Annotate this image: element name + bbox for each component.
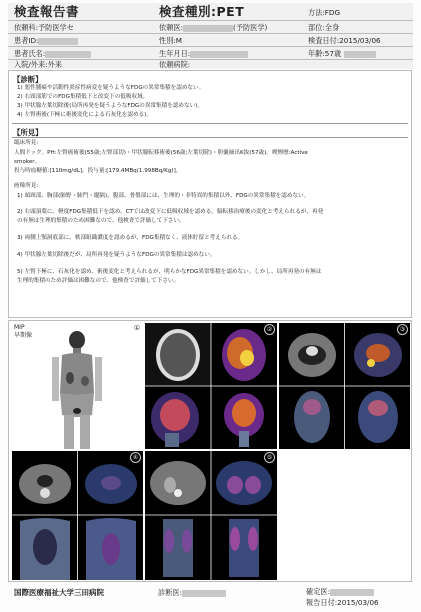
- redacted-name: [183, 25, 233, 32]
- thyroid-pet-ct-panel: [12, 451, 143, 580]
- kidney-pet-ct-panel: [145, 451, 277, 580]
- header-divider: [8, 20, 413, 21]
- redacted-name: [45, 51, 91, 58]
- diagnosis-line: 1) 悪性腫瘍や活動性炎症性病変を疑うようなFDGの異常集積を認めない。: [17, 85, 205, 91]
- report-title: 検査報告書: [14, 4, 80, 19]
- redacted-birthdate: [190, 51, 248, 58]
- finding-paragraph: 5) 左腎下極に、石灰化を認め、術後変化と考えられるが、明らかなFDG異常集積を認めない。しかし、局所再発の有無は: [17, 269, 322, 275]
- report-footer: [8, 584, 412, 610]
- image-findings-label: 画像所見:: [14, 183, 39, 189]
- header-divider: [8, 33, 413, 34]
- mip-body-image: [12, 323, 143, 449]
- diagnosis-line: 3) 甲状腺左葉切除後(局所再発を疑うようなFDGの異常集積を認めない)。: [17, 103, 203, 109]
- neck-scan-image: [279, 323, 410, 449]
- kidney-scan-image: [145, 451, 277, 580]
- image-area: [8, 320, 412, 582]
- clinical-history-label: 臨床所見:: [14, 140, 39, 146]
- inpatient-outpatient: 入院/外来:外来: [14, 60, 62, 69]
- patient-name: [14, 50, 91, 58]
- method: 方法:FDG: [308, 8, 341, 17]
- diagnostician: [158, 589, 226, 597]
- panel-number: ③: [397, 324, 408, 335]
- redacted-id: [38, 38, 78, 45]
- age: [308, 50, 376, 58]
- confirming-doctor: [306, 588, 374, 596]
- header-divider: [8, 59, 413, 60]
- panel-number: ②: [264, 324, 275, 335]
- birth-date-label: 生年月日:: [159, 49, 191, 58]
- sex: 性別:M: [159, 36, 182, 45]
- confirm-label: 確定医:: [306, 587, 330, 596]
- requesting-doctor: [159, 24, 267, 32]
- diagnostician-label: 診断医:: [158, 588, 182, 597]
- exam-date: 検査日付:2015/03/06: [308, 36, 381, 45]
- requesting-doctor-dept: (予防医学): [233, 23, 268, 32]
- department: 依頼科:予防医学セ: [14, 23, 74, 32]
- clinical-history-line: 人間ドック。PH:左腎癌術後(55歳;左腎部切)・甲状腺転移術後(56歳;左葉切除)・胆嚢摘出K抜(57歳)。喫煙歴:Active: [14, 150, 308, 156]
- finding-paragraph: 4) 甲状腺左葉切除後だが、局所再発を疑うようなFDGの異常集積は認めない。: [17, 252, 216, 258]
- body-part: 部位:全身: [308, 23, 340, 32]
- panel-number: ①: [133, 324, 140, 332]
- mip-panel: [12, 323, 143, 449]
- report-text-frame: [8, 70, 412, 318]
- redacted-value: [344, 51, 376, 58]
- brain-pet-ct-panel: [145, 323, 277, 449]
- finding-paragraph: 2) 右頭頂葉に、軽度FDG集積低下を認め、CTでは改変下に低吸収域を認める。脳転移治療後の変化と考えられるが、再発: [17, 209, 324, 215]
- neck-pet-ct-panel: [279, 323, 410, 449]
- hospital-name: 国際医療福祉大学三田病院: [14, 588, 104, 597]
- report-date: 報告日付:2015/03/06: [306, 598, 379, 607]
- diagnosis-heading: 【診断】: [13, 75, 43, 84]
- finding-paragraph: 生理的集積のため評価は困難なので、他検査で評価して下さい。: [17, 278, 180, 284]
- age-value: 年齢:57歳: [308, 49, 342, 58]
- section-divider: [12, 123, 408, 124]
- finding-paragraph: 1) 頭頸部、胸部(肺野・肺門・縦隔)、腹部、骨盤部には、生理的・非特異的集積以外、FDGの異常集積を認めない。: [17, 193, 310, 199]
- section-divider: [12, 137, 408, 138]
- diagnosis-line: 2) 右頸部筋でのFDG集積低下と改変下の低吸収域。: [17, 94, 149, 100]
- patient-name-label: 患者氏名:: [14, 49, 46, 58]
- finding-paragraph: の有無は生理的集積のため困難なので、他検査で評価して下さい。: [17, 218, 185, 224]
- brain-scan-image: [145, 323, 277, 449]
- finding-paragraph: 3) 両側上顎洞底部に、軟部組織濃度を認めるが、FDG集積なく、液体貯留と考えられる。: [17, 235, 244, 241]
- patient-id: [14, 37, 78, 45]
- panel-number: ④: [130, 452, 141, 463]
- redacted-name: [330, 589, 374, 596]
- birth-date: [159, 50, 248, 58]
- requesting-hospital: 依頼病院:: [159, 60, 191, 69]
- patient-id-label: 患者ID:: [14, 36, 39, 45]
- header-divider: [8, 46, 413, 47]
- requesting-doctor-label: 依頼医:: [159, 23, 183, 32]
- mip-title: MIP: [14, 324, 25, 331]
- exam-type: 検査種別:PET: [159, 4, 245, 19]
- clinical-history-line: smoker。: [14, 159, 41, 165]
- diagnosis-line: 4) 左腎術後(下極に術後変化による石灰化を認める)。: [17, 112, 152, 118]
- thyroid-scan-image: [12, 451, 143, 580]
- redacted-name: [182, 590, 226, 597]
- dose-info: 投与時血糖値:[110mg/dL]。投与量:[179.4MBq(1.998Bq/Kg)]。: [14, 168, 182, 174]
- panel-number: ⑤: [264, 452, 275, 463]
- findings-heading: 【所見】: [13, 128, 43, 137]
- mip-subtitle: 早期像: [14, 332, 33, 339]
